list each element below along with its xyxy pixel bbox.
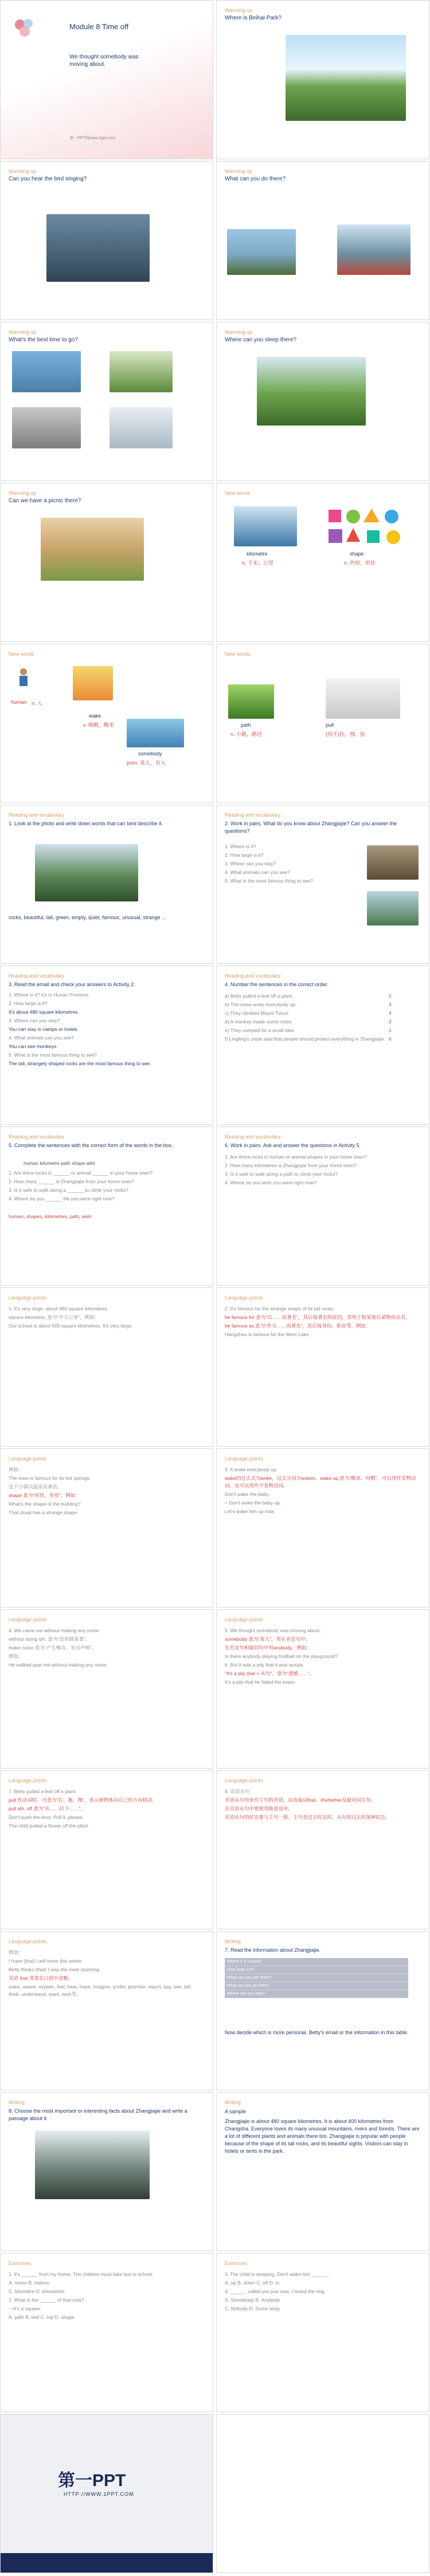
somebody-photo (127, 719, 184, 747)
question-list (225, 1153, 420, 1188)
order-number: 5 (389, 993, 392, 999)
section-label: Language points (9, 1617, 47, 1622)
line: 8. 宾语从句 (225, 1789, 250, 1794)
sentence: 3. Is it safe to walk along a ______ to climb your rocks? (9, 1187, 128, 1193)
line: 宾语 that 常常在口语中省略。 (9, 1975, 73, 1981)
line: 例如： (9, 1653, 24, 1659)
sentence: 4. Where do you ______ life you were right now? (9, 1196, 115, 1202)
question: What can you do there? (225, 176, 286, 182)
word-somebody-cn: pron. 某人，有人 (127, 760, 166, 766)
notes (9, 1466, 204, 1518)
slide-10 (216, 644, 429, 803)
line: 1. It's very large, about 480 square kilometres. (9, 1306, 109, 1311)
slide-13 (0, 966, 213, 1125)
section-label: Reading and vocabulary (225, 1134, 281, 1140)
line: —It's a square. (9, 2306, 41, 2311)
line: A. metre B. metres (9, 2280, 49, 2286)
line: Is there anybody playing football on the playground? (225, 1653, 338, 1659)
question-item: 4. What animals can you see? (225, 869, 290, 875)
word-shape-cn: n. 外形，形状 (344, 560, 376, 566)
section-label: Language points (225, 1778, 263, 1783)
line: 这个小镇以温泉而著名。 (9, 1484, 62, 1490)
answer-list (9, 991, 204, 1069)
order-numbers (389, 992, 406, 1044)
line: C. Nobody D. Some body (225, 2306, 280, 2311)
section-label: Exercises (9, 2260, 32, 2266)
section-label: Reading and vocabulary (9, 812, 65, 818)
line: Let's wake him up now. (225, 1508, 275, 1514)
table-row: What can you do there? (225, 1982, 408, 1990)
notes (9, 1949, 204, 1999)
order-item: d) A monkey made some noise. (225, 1019, 293, 1025)
autumn-photo (12, 407, 81, 448)
section-label: Language points (9, 1295, 47, 1301)
sentence: 1. Are there rocks in ______ or animal ______ in your home town? (9, 1170, 153, 1176)
question: Can we have a picnic there? (9, 498, 81, 504)
beihai-park-photo (286, 35, 406, 121)
line: Don't wake the baby. (225, 1491, 270, 1497)
slide-8 (216, 483, 429, 642)
word-path: path (241, 722, 251, 728)
slide-14 (216, 966, 429, 1125)
answer-words: rocks, beautiful, tall, green, empty, quiet, famous, unusual, strange ... (9, 915, 166, 920)
word-somebody: somebody (138, 751, 162, 757)
section-label: Reading and vocabulary (9, 973, 65, 979)
order-item: e) They camped for a small lake. (225, 1027, 296, 1033)
slide-2 (216, 0, 429, 159)
instruction: 7. Read the information about Zhangjiajie. (225, 1947, 321, 1953)
line: Hangzhou is famous for the West Lake. (225, 1332, 310, 1337)
line: wake的过去式为woke，过去分词为woken。wake up 意为“醒来、叫醒”，可以用作及物动词，也可以用作不及物动词。 (225, 1475, 416, 1488)
line: 2. How large is it? (9, 1001, 48, 1006)
line: It's about 480 square kilometres. (9, 1009, 79, 1015)
question: Where is Beihai Park? (225, 15, 282, 21)
line: 1. Where is it? It's in Hunan Province. (9, 992, 90, 998)
line: 2. How many kilometres is Zhangjiajie from your home town? (225, 1163, 357, 1168)
order-list (225, 992, 385, 1044)
question-item: 5. What is the most famous thing to see? (225, 878, 314, 884)
path-photo (228, 684, 274, 719)
question-item: 1. Where is it? (225, 844, 256, 849)
slide-32 (216, 2414, 429, 2573)
section-label: Language points (225, 1617, 263, 1622)
word-human-cn: n. 人 (32, 700, 43, 706)
slide-1 (0, 0, 213, 159)
slide-20 (216, 1448, 429, 1608)
line: 3. Where can you stay? (9, 1018, 60, 1023)
order-item: b) The noise woke everybody up. (225, 1002, 297, 1007)
order-item: c) They climbed Mount Tianzi. (225, 1010, 290, 1016)
word-box: human kilometre path shape wild (24, 1160, 95, 1166)
question: Can you hear the bird singing? (9, 176, 87, 182)
line: 例如： (9, 1949, 24, 1955)
mountain-photo (35, 2130, 150, 2199)
line: 宾语从句用来作主句的宾语，由连接词that、if/whether及疑问词引导。 (225, 1797, 376, 1803)
word-kilometre: kilometre (247, 551, 268, 557)
line: 7. Betty pulled a leaf off a plant. (9, 1789, 77, 1794)
instruction: 3. Read the email and check your answers to Activity 2. (9, 982, 135, 987)
slide-4 (216, 161, 429, 320)
road-sign-photo (234, 506, 297, 546)
exercise-list (9, 2271, 204, 2322)
slide-3 (0, 161, 213, 320)
line: pull 作动词时，可意为“拉、拖、拽”，表示使物体向自己的方向移动。 (9, 1797, 158, 1803)
section-label: Exercises (225, 2260, 248, 2266)
word-kilometre-cn: n. 千米；公里 (242, 560, 274, 566)
answer: human (9, 1214, 24, 1219)
camping-tent-photo (257, 357, 366, 426)
notes (9, 1305, 204, 1331)
line: 2. It's famous for the strange shape of its tall rocks. (225, 1306, 335, 1311)
answer: kilometres (44, 1214, 67, 1219)
pull-photo (326, 679, 400, 719)
winter-photo (110, 407, 173, 448)
slide-29 (0, 2253, 213, 2412)
notes (225, 1788, 420, 1822)
line: A. up B. down C. off D. in (225, 2280, 280, 2286)
notes (225, 1305, 420, 1340)
table-row: Where can you stay? (225, 1990, 408, 1998)
footer-bar (1, 2553, 213, 2573)
line: I hope (that) I will know this winter. (9, 1958, 83, 1964)
answer: wish (81, 1214, 92, 1219)
word-wake: wake (89, 713, 101, 719)
order-number: 3 (389, 1002, 392, 1007)
instruction: 2. Work in pairs. What do you know about Zhangjiajie? Can you answer the questions? (225, 821, 397, 834)
instruction: 4. Number the sentences in the correct order. (225, 982, 329, 987)
sample-text: Zhangjiajie is about 480 square kilometres. It is about 400 kilometres from Changsha. Everyone loves its many unusual mountains, rivers and forests. There are a lot of different plants and animals there too. Zhangjiajie is popular with people because of the shape of its tall rocks, and its beautiful sights. Visitors can stay in hotels or tents in the park. (225, 2118, 420, 2154)
instruction: 1. Look at the photo and write down words that can best describe it. (9, 821, 163, 826)
table-row: What can you see there? (225, 1974, 408, 1982)
order-item: f) Lingling's uncle said that people should protect everything in Zhangjiajie. (225, 1036, 385, 1042)
section-label: Language points (225, 1456, 263, 1462)
line: The tall, strangely shaped rocks are the most famous thing to see. (9, 1061, 151, 1066)
word-pull-cn: (用手)拉，拽，扯 (326, 731, 365, 737)
section-label: Language points (9, 1778, 47, 1783)
section-label: Reading and vocabulary (9, 1134, 65, 1140)
line: somebody 意为“某人”，用在肯定句中； (225, 1636, 311, 1642)
line: 6. But it was a pity that it was woods. (225, 1662, 304, 1668)
line: 4. We came out without making any noise. (9, 1628, 100, 1633)
slide-12 (216, 805, 429, 964)
line: be famous as 意为“作为……而著名”，其后接身份、职业等，例如： (225, 1323, 371, 1329)
slide-18 (216, 1287, 429, 1447)
line: 在否定句和疑问句中用anybody。例如： (225, 1645, 312, 1651)
notes (9, 1627, 204, 1670)
sentence-list (9, 1169, 204, 1204)
line: pull sth. off 意为“从……拉下……”。 (9, 1806, 85, 1811)
slide-23 (0, 1770, 213, 1929)
word-wake-cn: v. 唤醒，醒来 (83, 722, 114, 728)
info-table (225, 1958, 408, 1998)
instruction: 6. Work in pairs. Ask and answer the questions in Activity 5. (225, 1143, 361, 1148)
answer-list: human, shapes, kilometres, path, wish (9, 1214, 92, 1219)
line: 4. ______ called you just now. I heard the ring. (225, 2289, 326, 2294)
summer-photo (110, 351, 173, 392)
section-label: Writing (225, 1939, 241, 1944)
slide-25 (0, 1931, 213, 2090)
line: What's the shape of the building? (9, 1501, 81, 1507)
slide-7 (0, 483, 213, 642)
section-label: Writing (9, 2100, 25, 2105)
line: "It's a pity that + 从句"，意为“遗憾……”。 (225, 1671, 315, 1676)
exercise-list (225, 2271, 420, 2314)
slide-9 (0, 644, 213, 803)
question: Where can you sleep there? (225, 337, 297, 343)
line: 例如： (9, 1467, 24, 1472)
word-human: human (11, 699, 27, 705)
line: The child pulled a flower off the plant. (9, 1823, 89, 1829)
line: shape 意为“形状、外形”，例如： (9, 1492, 80, 1498)
slide-28 (216, 2092, 429, 2251)
line: = Don't wake the baby up. (225, 1500, 282, 1506)
cover-subtitle: We thought somebody was moving about. (69, 54, 139, 68)
slide-6 (216, 322, 429, 481)
section-label: Warming up (9, 490, 37, 496)
sample-heading: A sample (225, 2109, 247, 2114)
section-label: Language points (9, 1939, 47, 1944)
line: That cloud has a strange shape. (9, 1510, 79, 1515)
line: 3. It woke everybody up. (225, 1467, 278, 1472)
site-credit: 第一PPT网www.1ppt.com (69, 136, 116, 140)
slide-22 (216, 1609, 429, 1768)
line: It's a pity that he failed the exam. (225, 1679, 296, 1685)
line: 1. It's ______ from my home. The children must take taxi to school. (9, 2271, 154, 2277)
slide-16 (216, 1126, 429, 1286)
bird-photo (46, 214, 150, 282)
line: 宾语从句的时态要与主句一致。主句是过去时态时，从句用过去的某种时态。 (225, 1814, 391, 1820)
instruction: 5. Complete the sentences with the correct form of the words in the box. (9, 1143, 173, 1148)
section-label: New words (9, 651, 34, 657)
line: wake, aware, explain, feel, hear, hope, imagine, prefer, promise, report, say, see, tell, think, understand, want, wish等。 (9, 1984, 192, 1997)
question: What's the best time to go? (9, 337, 78, 343)
line: 5. We thought somebody was moving about. (225, 1628, 321, 1633)
answer: path (69, 1214, 79, 1219)
cover-title: Module 8 Time off (69, 22, 129, 31)
boats-photo (337, 224, 411, 275)
line: 4. What animals can you see? (9, 1035, 74, 1041)
line: 1. Are there rocks in human or animal shapes in your home town? (225, 1154, 367, 1160)
question-list (225, 843, 351, 886)
notes (225, 1627, 420, 1687)
picnic-photo (41, 518, 144, 581)
slide-17 (0, 1287, 213, 1447)
slide-27 (0, 2092, 213, 2251)
section-label: Writing (225, 2100, 241, 2105)
slide-24 (216, 1770, 429, 1929)
order-number: 6 (389, 1036, 392, 1042)
line: 3. The child is sleeping. Don't wake him ______. (225, 2271, 329, 2277)
section-label: Warming up (225, 329, 253, 335)
slide-11 (0, 805, 213, 964)
section-label: Language points (9, 1456, 47, 1462)
spring-photo (12, 351, 81, 392)
order-number: 1 (389, 1027, 392, 1033)
line: You can stay in camps or hotels. (9, 1026, 79, 1032)
zhangjiajie-photo (35, 844, 138, 901)
table-row: How large is it? (225, 1966, 408, 1974)
human-icon (12, 667, 35, 690)
word-path-cn: n. 小路，路径 (230, 731, 263, 737)
slide-26 (216, 1931, 429, 2090)
line: 在宾语从句中要使用陈述语序。 (225, 1806, 294, 1811)
section-label: Warming up (225, 7, 253, 13)
rocks-photo (367, 891, 419, 925)
ppt-logo: 第一PPT (58, 2471, 126, 2490)
sentence: 2. How many ______ is Zhangjiajie from your home town? (9, 1179, 135, 1184)
instruction: 8. Choose the most important or interesting facts about Zhangjiajie and write a passage about it. (9, 2108, 187, 2121)
wake-photo (73, 666, 113, 700)
slide-30 (216, 2253, 429, 2412)
line: 4. Where do you wish you were right now? (225, 1180, 317, 1185)
section-label: New words (225, 651, 251, 657)
question-item: 3. Where can you stay? (225, 861, 276, 866)
lake-photo (227, 229, 296, 275)
ppt-url: HTTP://WWW.1PPT.COM (64, 2491, 134, 2497)
line: A. Somebody B. Anybody (225, 2297, 280, 2303)
slide-15 (0, 1126, 213, 1286)
line: Don't push the door. Pull it, please. (9, 1814, 84, 1820)
word-shape: shape (350, 551, 364, 557)
section-label: Warming up (225, 168, 253, 174)
section-label: Warming up (9, 168, 37, 174)
heart-balloons-icon (13, 17, 36, 40)
slide-21 (0, 1609, 213, 1768)
line: A. path B. leaf C. top D. shape (9, 2314, 75, 2320)
line: Betty thinks (that) I was the most stunning. (9, 1967, 101, 1972)
line: Our school is about 500 square kilometres. It's very large. (9, 1323, 133, 1329)
section-label: Warming up (9, 329, 37, 335)
slide-31 (0, 2414, 213, 2573)
line: The town is famous for its hot springs. (9, 1475, 91, 1481)
line: 2. What is the ______ of that rock? (9, 2297, 84, 2303)
notes (9, 1788, 204, 1831)
shapes-icon (326, 505, 412, 551)
table-row: Where is it located? (225, 1958, 408, 1966)
section-label: Reading and vocabulary (225, 812, 281, 818)
section-label: New words (225, 490, 251, 496)
line: You can see monkeys. (9, 1043, 58, 1049)
line: C. kilometre D. kilometres (9, 2289, 65, 2294)
order-item: a) Betty pulled a leaf off a plant. (225, 993, 294, 999)
question-item: 2. How large is it? (225, 852, 264, 858)
line: 5. What is the most famous thing to see? (9, 1052, 97, 1058)
order-number: 2 (389, 1019, 392, 1025)
slide-19 (0, 1448, 213, 1608)
section-label: Reading and vocabulary (225, 973, 281, 979)
order-number: 4 (389, 1010, 392, 1016)
note: Now decide which is more personal, Betty's email or the information in this table. (225, 2030, 409, 2035)
notes (225, 1466, 420, 1517)
line: He walked past me without making any noise. (9, 1662, 108, 1668)
line: square kilometre, 意为“平方公里”，例如： (9, 1314, 100, 1320)
line: 3. Is it safe to walk along a path to climb your rocks? (225, 1171, 338, 1177)
answer: shapes (26, 1214, 42, 1219)
word-pull: pull (326, 722, 334, 728)
line: be famous for 意为“以……而著名”，其后接著名的原因，常用于指某地以某物而出名。 (225, 1314, 411, 1320)
section-label: Language points (225, 1295, 263, 1301)
line: without doing sth. 意为“没有做某事”。 (9, 1636, 91, 1642)
line: make noise 意为“产生噪音、发出声响”。 (9, 1645, 97, 1651)
monkey-photo (367, 845, 419, 880)
slide-5 (0, 322, 213, 481)
